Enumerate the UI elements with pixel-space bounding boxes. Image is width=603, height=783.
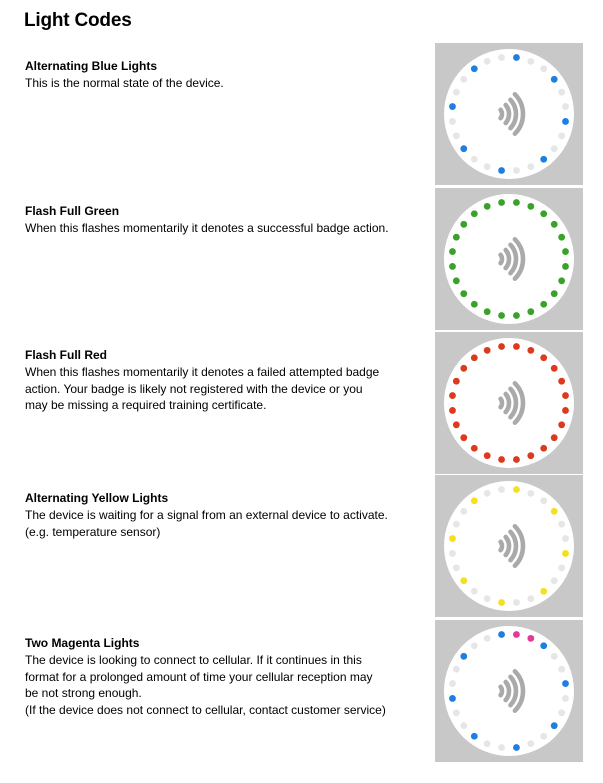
led-light xyxy=(453,277,460,284)
light-code-alternating-blue xyxy=(0,43,603,188)
led-light xyxy=(527,308,534,315)
led-light xyxy=(484,635,491,642)
led-light xyxy=(558,666,565,673)
led-light xyxy=(471,301,478,308)
led-light xyxy=(562,248,569,255)
led-light xyxy=(460,145,467,152)
led-light xyxy=(460,76,467,83)
led-light xyxy=(484,347,491,354)
code-description xyxy=(25,652,425,718)
led-light xyxy=(527,490,534,497)
led-light xyxy=(527,452,534,459)
led-light xyxy=(498,631,505,638)
led-light xyxy=(449,680,456,687)
code-text xyxy=(25,58,425,92)
light-code-full-red xyxy=(0,332,603,477)
device-light-panel xyxy=(435,332,583,474)
led-light xyxy=(460,722,467,729)
led-light xyxy=(558,378,565,385)
led-light xyxy=(551,76,558,83)
led-light xyxy=(484,595,491,602)
led-light xyxy=(498,343,505,350)
led-light xyxy=(551,290,558,297)
led-light xyxy=(513,486,520,493)
description-line: (e.g. temperature sensor) xyxy=(25,524,161,539)
led-light xyxy=(513,343,520,350)
page-title: Light Codes xyxy=(24,10,132,31)
led-light xyxy=(460,653,467,660)
led-light xyxy=(484,58,491,65)
led-light xyxy=(558,709,565,716)
led-light xyxy=(453,421,460,428)
code-description xyxy=(25,364,425,414)
led-light xyxy=(449,392,456,399)
led-light xyxy=(562,407,569,414)
led-light xyxy=(527,635,534,642)
led-light xyxy=(527,347,534,354)
led-light xyxy=(471,210,478,217)
led-light xyxy=(460,577,467,584)
light-ring-green xyxy=(435,188,583,330)
led-light xyxy=(449,550,456,557)
led-light xyxy=(562,263,569,270)
led-light xyxy=(551,145,558,152)
led-light xyxy=(453,564,460,571)
led-light xyxy=(484,163,491,170)
led-light xyxy=(471,497,478,504)
led-light xyxy=(498,486,505,493)
light-ring-magenta xyxy=(435,620,583,762)
led-light xyxy=(562,680,569,687)
description-line: may be missing a required training certificate. xyxy=(25,398,267,412)
led-light xyxy=(551,434,558,441)
led-light xyxy=(484,490,491,497)
led-light xyxy=(453,709,460,716)
description-line: When this flashes momentarily it denotes a failed attempted badge xyxy=(25,365,380,379)
led-light xyxy=(471,642,478,649)
device-light-panel xyxy=(435,475,583,617)
led-light xyxy=(551,577,558,584)
led-light xyxy=(453,132,460,139)
led-light xyxy=(498,54,505,61)
code-heading: Alternating Blue Lights xyxy=(25,59,157,73)
code-description xyxy=(25,220,425,237)
description-line: When this flashes momentarily it denotes a successful badge action. xyxy=(25,221,389,235)
led-light xyxy=(460,508,467,515)
led-light xyxy=(562,392,569,399)
led-light xyxy=(449,263,456,270)
code-heading: Two Magenta Lights xyxy=(25,636,140,650)
led-light xyxy=(527,740,534,747)
led-light xyxy=(453,234,460,241)
led-light xyxy=(449,103,456,110)
light-ring-yellow xyxy=(435,475,583,617)
led-light xyxy=(513,312,520,319)
led-light xyxy=(471,65,478,72)
led-light xyxy=(471,588,478,595)
led-light xyxy=(527,58,534,65)
led-light xyxy=(540,733,547,740)
led-light xyxy=(460,365,467,372)
light-code-full-green xyxy=(0,188,603,333)
description-line: action. Your badge is likely not registered with the device or you xyxy=(25,381,363,396)
code-text xyxy=(25,347,425,414)
led-light xyxy=(551,365,558,372)
led-light xyxy=(453,378,460,385)
led-light xyxy=(540,445,547,452)
led-light xyxy=(540,588,547,595)
light-code-two-magenta xyxy=(0,620,603,765)
code-description xyxy=(25,507,425,540)
device-light-panel xyxy=(435,620,583,762)
led-light xyxy=(540,497,547,504)
led-light xyxy=(562,550,569,557)
led-light xyxy=(449,535,456,542)
light-code-alternating-yellow xyxy=(0,475,603,620)
description-line: The device is looking to connect to cellular. If it continues in this xyxy=(25,653,362,667)
led-light xyxy=(513,456,520,463)
code-heading: Alternating Yellow Lights xyxy=(25,491,169,505)
code-description xyxy=(25,75,425,92)
led-light xyxy=(513,199,520,206)
led-light xyxy=(498,199,505,206)
device-light-panel xyxy=(435,188,583,330)
led-light xyxy=(540,65,547,72)
code-text xyxy=(25,203,425,237)
led-light xyxy=(460,290,467,297)
led-light xyxy=(551,722,558,729)
led-light xyxy=(449,695,456,702)
led-light xyxy=(513,744,520,751)
led-light xyxy=(562,695,569,702)
led-light xyxy=(558,421,565,428)
led-light xyxy=(449,407,456,414)
description-line: format for a prolonged amount of time your cellular reception may xyxy=(25,669,373,684)
led-light xyxy=(558,89,565,96)
led-light xyxy=(540,156,547,163)
code-heading: Flash Full Red xyxy=(25,348,108,362)
description-line: be not strong enough. xyxy=(25,686,142,700)
led-light xyxy=(558,234,565,241)
led-light xyxy=(460,221,467,228)
led-light xyxy=(471,156,478,163)
led-light xyxy=(513,54,520,61)
led-light xyxy=(527,595,534,602)
code-text xyxy=(25,490,425,540)
led-light xyxy=(453,89,460,96)
led-light xyxy=(540,210,547,217)
led-light xyxy=(498,599,505,606)
led-light xyxy=(449,248,456,255)
led-light xyxy=(551,508,558,515)
description-line: This is the normal state of the device. xyxy=(25,76,224,90)
led-light xyxy=(551,221,558,228)
led-light xyxy=(471,733,478,740)
device-light-panel xyxy=(435,43,583,185)
led-light xyxy=(551,653,558,660)
led-light xyxy=(453,666,460,673)
led-light xyxy=(498,312,505,319)
led-light xyxy=(498,456,505,463)
description-line: The device is waiting for a signal from an external device to activate. xyxy=(25,508,388,522)
light-ring-red xyxy=(435,332,583,474)
led-light xyxy=(558,277,565,284)
led-light xyxy=(460,434,467,441)
led-light xyxy=(513,599,520,606)
led-light xyxy=(527,203,534,210)
led-light xyxy=(484,452,491,459)
led-light xyxy=(540,301,547,308)
led-light xyxy=(558,564,565,571)
light-ring-blue xyxy=(435,43,583,185)
led-light xyxy=(527,163,534,170)
led-light xyxy=(540,354,547,361)
led-light xyxy=(558,521,565,528)
led-light xyxy=(453,521,460,528)
led-light xyxy=(562,103,569,110)
led-light xyxy=(498,167,505,174)
led-light xyxy=(562,118,569,125)
led-light xyxy=(484,740,491,747)
led-light xyxy=(513,631,520,638)
description-line: (If the device does not connect to cellular, contact customer service) xyxy=(25,702,386,717)
code-text xyxy=(25,635,425,718)
led-light xyxy=(498,744,505,751)
led-light xyxy=(484,308,491,315)
led-light xyxy=(513,167,520,174)
led-light xyxy=(449,118,456,125)
led-light xyxy=(471,354,478,361)
led-light xyxy=(540,642,547,649)
led-light xyxy=(484,203,491,210)
led-light xyxy=(558,132,565,139)
led-light xyxy=(471,445,478,452)
code-heading: Flash Full Green xyxy=(25,204,120,218)
led-light xyxy=(562,535,569,542)
